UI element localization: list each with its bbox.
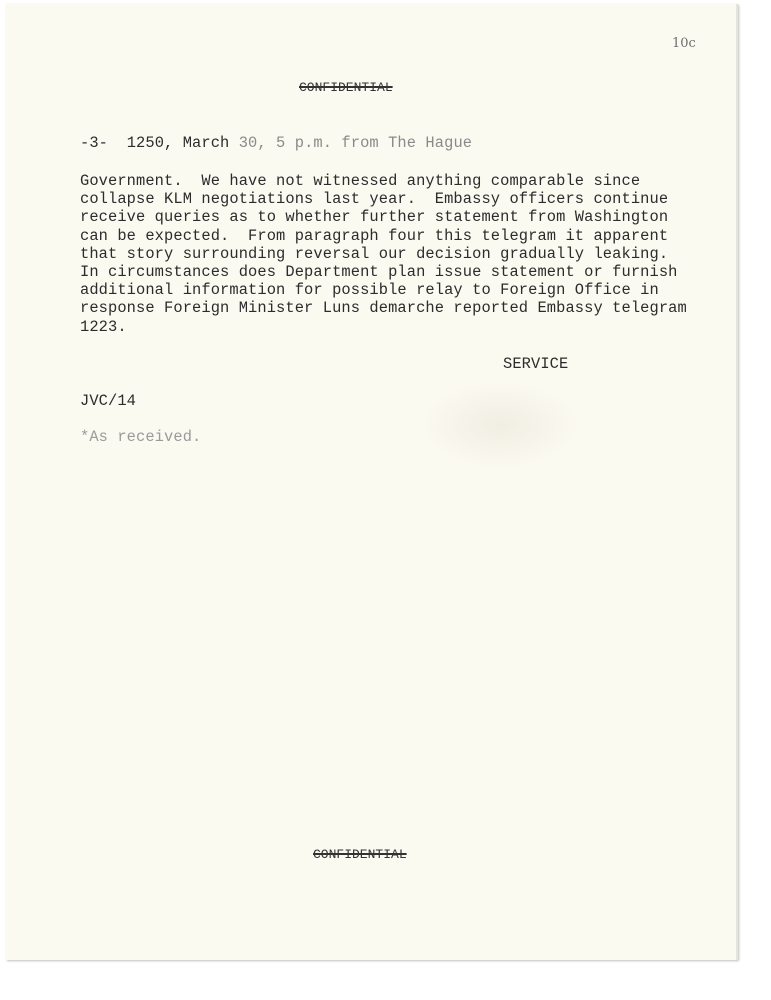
- body-line: receive queries as to whether further statement from Washington: [80, 208, 669, 227]
- body-line: that story surrounding reversal our decision gradually leaking.: [80, 244, 669, 263]
- body-line: response Foreign Minister Luns demarche reported Embassy telegram: [80, 299, 687, 318]
- telegram-day: 30: [238, 134, 258, 152]
- footnote: *As received.: [80, 428, 202, 446]
- page-marker: 10c: [672, 36, 696, 51]
- reference-spacer: [108, 134, 127, 152]
- initials: JVC/14: [80, 392, 137, 410]
- classification-top: CONFIDENTIAL: [299, 80, 393, 95]
- telegram-time-place: , 5 p.m. from The Hague: [257, 134, 473, 152]
- signature: SERVICE: [503, 355, 569, 373]
- body-line: can be expected. From paragraph four this telegram it apparent: [80, 226, 669, 245]
- telegram-number: 1250, March: [126, 134, 239, 152]
- page-edge: [736, 4, 738, 960]
- paper-shading: [420, 380, 580, 470]
- body-line: In circumstances does Department plan issue statement or furnish: [80, 263, 678, 282]
- body-line: collapse KLM negotiations last year. Embassy officers continue: [80, 190, 669, 209]
- body-line: Government. We have not witnessed anything comparable since: [80, 172, 641, 190]
- telegram-body: [80, 172, 700, 336]
- classification-bottom: CONFIDENTIAL: [313, 847, 407, 862]
- reference-line: [80, 134, 472, 152]
- page-number: -3-: [80, 134, 109, 152]
- body-line: 1223.: [80, 317, 127, 336]
- body-line: additional information for possible relay to Foreign Office in: [80, 281, 659, 300]
